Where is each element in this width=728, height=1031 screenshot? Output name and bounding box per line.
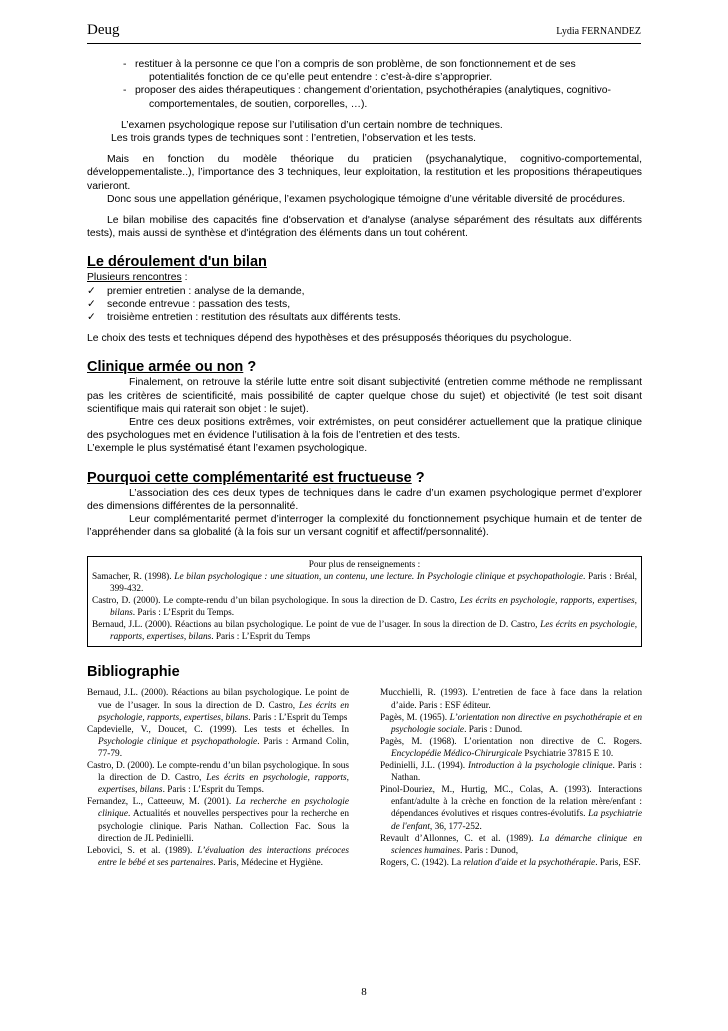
bilan-paragraph: Le bilan mobilise des capacités fine d'observation et d'analyse (analyse séparément des résultats aux différents tests), mais aussi de synthèse et d'intégration des éléments dans un tout cohérent. (87, 215, 642, 240)
section-heading-deroulement: Le déroulement d'un bilan (87, 254, 267, 271)
checkmark-icon: ✓ (87, 285, 96, 297)
intro-bullet-line1: restituer à la personne ce que l’on a compris de son problème, de son fonctionnement et de ses (135, 59, 576, 70)
references-box-title: Pour plus de renseignements : (308, 560, 421, 571)
bibliography-entry: Pinol-Douriez, M., Hurtig, MC., Colas, A. (1993). Interactions enfant/adulte à la crèche en fonction de la relation mère/enfant : dépendances évolutives et risques contres-évolutifs. La psychiatrie de l'enfant, 36, 177-252. (380, 785, 643, 832)
dash-glyph: - (123, 85, 127, 97)
check-list-text: troisième entretien : restitution des résultats aux différents tests. (107, 312, 401, 324)
header-author: Lydia FERNANDEZ (556, 26, 641, 37)
bibliography-entry: Mucchielli, R. (1993). L’entretien de face à face dans la relation d’aide. Paris : ESF éditeur. (380, 688, 642, 711)
bibliography-left-column (87, 687, 349, 868)
intro-bullet-line2: comportementales, de soutien, corporelles, …). (149, 98, 368, 110)
page-number: 8 (361, 986, 367, 998)
bibliography-entry: Pagès, M. (1968). L’orientation non directive de C. Rogers. Encyclopédie Médico-Chirurgicale Psychiatrie 37815 E 10. (380, 736, 642, 759)
section-heading-clinique: Clinique armée ou non ? (87, 359, 257, 376)
bibliography-columns (87, 687, 642, 868)
bibliography-right-column (380, 687, 642, 868)
bibliography-entry: Rogers, C. (1942). La relation d'aide et la psychothérapie. Paris, ESF. (380, 857, 641, 868)
bibliography-entry: Capdevielle, V., Doucet, C. (1999). Les tests et échelles. In Psychologie clinique et psychopathologie. Paris : Armand Colin, 77-79. (87, 724, 349, 759)
intro-bullet (87, 84, 642, 110)
bibliography-entry: Revault d’Allonnes, C. et al. (1989). La démarche clinique en sciences humaines. Paris : Dunod, (380, 833, 642, 856)
bibliography-entry: Pagès, M. (1965). L’orientation non directive en psychothérapie et en psychologie sociale. Paris : Dunod. (380, 712, 642, 735)
rencontres-label: Plusieurs rencontres : (87, 272, 188, 284)
bibliography-entry: Pedinielli, J.L. (1994). Introduction à la psychologie clinique. Paris : Nathan. (380, 761, 642, 784)
bibliography-entry: Bernaud, J.L. (2000). Réactions au bilan psychologique. Le point de vue de l’usager. In sous la direction de D. Castro, Les écrits en psychologie, rapports, expertises, bilans. Paris : L’Esprit du Temps (87, 688, 349, 723)
check-list-item (87, 285, 642, 298)
intro-bullet-line2: potentialités fonction de ce qu’elle peut entendre : c’est-à-dire s’approprier. (149, 72, 493, 84)
intro-bullet-line1: proposer des aides thérapeutiques : changement d’orientation, psychothérapies (analytiques, cognitivo- (135, 85, 611, 97)
reference-entry: Samacher, R. (1998). Le bilan psychologique : une situation, un contenu, une lecture. In Psychologie clinique et psychopathologie. Paris : Bréal, 399-432. (92, 572, 637, 595)
choix-paragraph: Le choix des tests et techniques dépend des hypothèses et des présupposés théoriques du psychologue. (87, 333, 572, 345)
exemple-paragraph: L’exemple le plus systématisé étant l’examen psychologique. (87, 443, 368, 455)
bibliography-entry: Lebovici, S. et al. (1989). L’évaluation des interactions précoces entre le bébé et ses partenaires. Paris, Médecine et Hygiène. (87, 845, 350, 868)
references-box (87, 556, 642, 647)
check-list-text: seconde entrevue : passation des tests, (107, 298, 291, 310)
reference-entry: Bernaud, J.L. (2000). Réactions au bilan psychologique. Le point de vue de l’usager. In sous la direction de D. Castro, Les écrits en psychologie, rapports, expertises, bilans. Paris : L’Esprit du Temps (92, 620, 638, 643)
association-paragraph: L’association des ces deux types de techniques dans le cadre d’un examen psychologique permet d’explorer des dimensions différentes de la personnalité. (87, 487, 642, 512)
check-list-item (87, 298, 642, 311)
header-course: Deug (87, 22, 120, 38)
dash-glyph: - (123, 59, 127, 70)
intro-bullet (87, 58, 642, 84)
bibliography-entry: Fernandez, L., Catteeuw, M. (2001). La recherche en psychologie clinique. Actualités et nouvelles perspectives pour la recherche en psychologie clinique. Paris Nathan. Collection Fac. Sous la direction de JL Pedinielli. (87, 797, 349, 844)
section-heading-complementarite: Pourquoi cette complémentarité est fructueuse ? (87, 469, 425, 486)
header-rule (87, 43, 641, 44)
page-content (87, 58, 642, 869)
check-list-item (87, 311, 642, 324)
exam-line-2: Les trois grands types de techniques sont : l’entretien, l’observation et les tests. (111, 133, 477, 145)
check-list-text: premier entretien : analyse de la demande, (107, 285, 305, 297)
complementarite-paragraph: Leur complémentarité permet d’interroger la complexité du fonctionnement psychique humain et de tenter de l’appréhender dans sa globalité (à la fois sur un versant cognitif et affectif/personnalité). (87, 514, 642, 539)
reference-entry: Castro, D. (2000). Le compte-rendu d’un bilan psychologique. In sous la direction de D. Castro, Les écrits en psychologie, rapports, expertises, bilans. Paris : L’Esprit du Temps. (92, 596, 637, 619)
exam-line-1: L’examen psychologique repose sur l’utilisation d’un certain nombre de techniques. (121, 119, 503, 131)
model-paragraph: Mais en fonction du modèle théorique du praticien (psychanalytique, cognitivo-comportemental, développementaliste..), l’importance des 3 techniques, leur exploitation, la restitution et les propositions thérapeutiques varieront. (87, 154, 642, 192)
positions-paragraph: Entre ces deux positions extrêmes, voir extrémistes, on peut considérer actuellement que la pratique clinique des psychologues met en évidence l’utilisation à la fois de l’entretien et des tests. (87, 417, 642, 442)
bibliography-heading: Bibliographie (87, 664, 180, 681)
bibliography-entry: Castro, D. (2000). Le compte-rendu d’un bilan psychologique. In sous la direction de D. Castro, Les écrits en psychologie, rapports, expertises, bilans. Paris : L’Esprit du Temps. (87, 761, 349, 796)
checkmark-icon: ✓ (87, 298, 96, 310)
donc-paragraph: Donc sous une appellation générique, l’examen psychologique témoigne d’une véritable diversité de procédures. (107, 193, 626, 205)
checkmark-icon: ✓ (87, 312, 96, 324)
finalement-paragraph: Finalement, on retrouve la stérile lutte entre soit disant subjectivité (entretien comme méthode ne remplissant pas les critères de scientificité, mais possibilité de capter quelque chose du sujet) et objectivité (le test soit disant scientifique mais qui raterait son objet : le sujet). (87, 377, 642, 415)
